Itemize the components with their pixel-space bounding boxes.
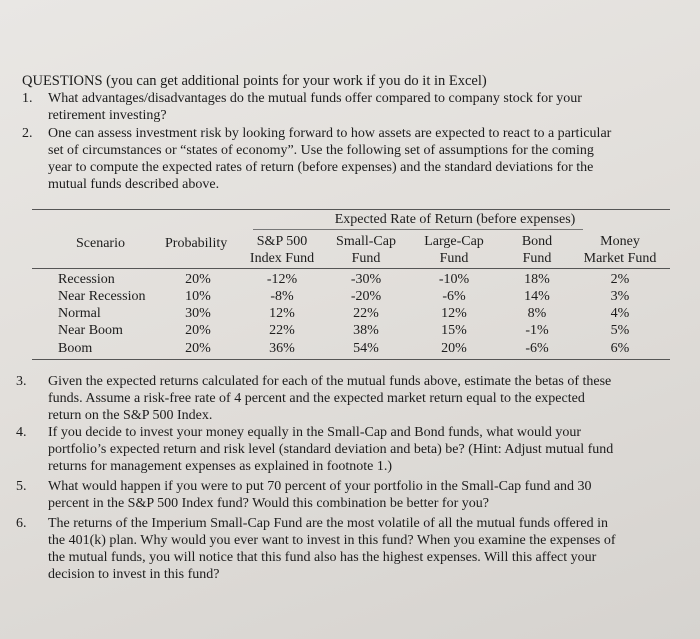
question-line: Given the expected returns calculated for each of the mutual funds above, estimate the betas of these [48,374,612,389]
header-sp500-2: Index Fund [249,251,315,266]
row-scenario: Recession [58,272,115,287]
cell: 12% [269,306,295,321]
cell: -6% [442,289,466,304]
question-line: returns for management expenses as explained in footnote 1.) [48,459,393,474]
group-header: Expected Rate of Return (before expenses) [334,212,576,227]
cell: -30% [350,272,382,287]
question-line: set of circumstances or “states of economy”. Use the following set of assumptions for the coming [48,143,594,158]
cell: 36% [269,341,295,356]
header-money-1: Money [600,234,640,249]
header-sp500-1: S&P 500 [256,234,308,249]
cell: 6% [610,341,630,356]
question-line: mutual funds described above. [48,177,220,192]
header-money-2: Market Fund [583,251,657,266]
header-largecap-1: Large-Cap [424,234,484,249]
question-line: the 401(k) plan. Why would you ever want to invest in this fund? When you examine the expenses of [48,533,616,548]
cell: -20% [350,289,382,304]
question-line: retirement investing? [48,108,167,123]
row-scenario: Near Boom [58,323,123,338]
cell: 38% [353,323,379,338]
cell: 18% [524,272,550,287]
question-line: If you decide to invest your money equally in the Small-Cap and Bond funds, what would your [48,425,582,440]
row-probability: 20% [185,272,211,287]
cell: 2% [610,272,630,287]
row-scenario: Near Recession [58,289,146,304]
questions-heading: QUESTIONS (you can get additional points for your work if you do it in Excel) [22,73,487,89]
cell: -10% [438,272,470,287]
cell: 14% [524,289,550,304]
question-line: One can assess investment risk by looking forward to how assets are expected to react to a particular [48,126,612,141]
group-header-underline [253,229,583,230]
question-number: 2. [22,126,33,141]
question-line: portfolio’s expected return and risk level (standard deviation and beta) be? (Hint: Adjust mutual fund [48,442,614,457]
question-line: What advantages/disadvantages do the mutual funds offer compared to company stock for your [48,91,582,106]
cell: 15% [441,323,467,338]
cell: -6% [525,341,549,356]
cell: 22% [269,323,295,338]
cell: -8% [270,289,294,304]
row-probability: 20% [185,323,211,338]
cell: 54% [353,341,379,356]
cell: -12% [266,272,298,287]
cell: -1% [525,323,549,338]
question-line: decision to invest in this fund? [48,567,220,582]
question-line: What would happen if you were to put 70 percent of your portfolio in the Small-Cap fund and 30 [48,479,592,494]
header-probability: Probability [165,236,228,251]
header-bond-1: Bond [521,234,553,249]
question-number: 5. [16,479,27,494]
question-line: year to compute the expected rates of return (before expenses) and the standard deviations for the [48,160,594,175]
question-line: The returns of the Imperium Small-Cap Fund are the most volatile of all the mutual funds offered in [48,516,608,531]
question-line: return on the S&P 500 Index. [48,408,213,423]
row-scenario: Normal [58,306,101,321]
table-bottom-rule [32,359,670,360]
cell: 22% [353,306,379,321]
header-bond-2: Fund [522,251,552,266]
row-probability: 10% [185,289,211,304]
question-number: 4. [16,425,27,440]
header-scenario: Scenario [76,236,125,251]
question-line: funds. Assume a risk-free rate of 4 percent and the expected market return equal to the expected [48,391,585,406]
question-number: 6. [16,516,27,531]
cell: 5% [610,323,630,338]
row-scenario: Boom [58,341,93,356]
question-line: the mutual funds, you will notice that this fund also has the highest expenses. Will this affect your [48,550,597,565]
cell: 4% [610,306,630,321]
cell: 8% [527,306,547,321]
header-smallcap-2: Fund [351,251,381,266]
question-number: 3. [16,374,27,389]
header-largecap-2: Fund [439,251,469,266]
header-smallcap-1: Small-Cap [336,234,396,249]
table-top-rule [32,209,670,210]
question-number: 1. [22,91,33,106]
question-line: percent in the S&P 500 Index fund? Would this combination be better for you? [48,496,489,511]
header-rule [32,268,670,269]
cell: 3% [610,289,630,304]
cell: 20% [441,341,467,356]
row-probability: 30% [185,306,211,321]
cell: 12% [441,306,467,321]
row-probability: 20% [185,341,211,356]
